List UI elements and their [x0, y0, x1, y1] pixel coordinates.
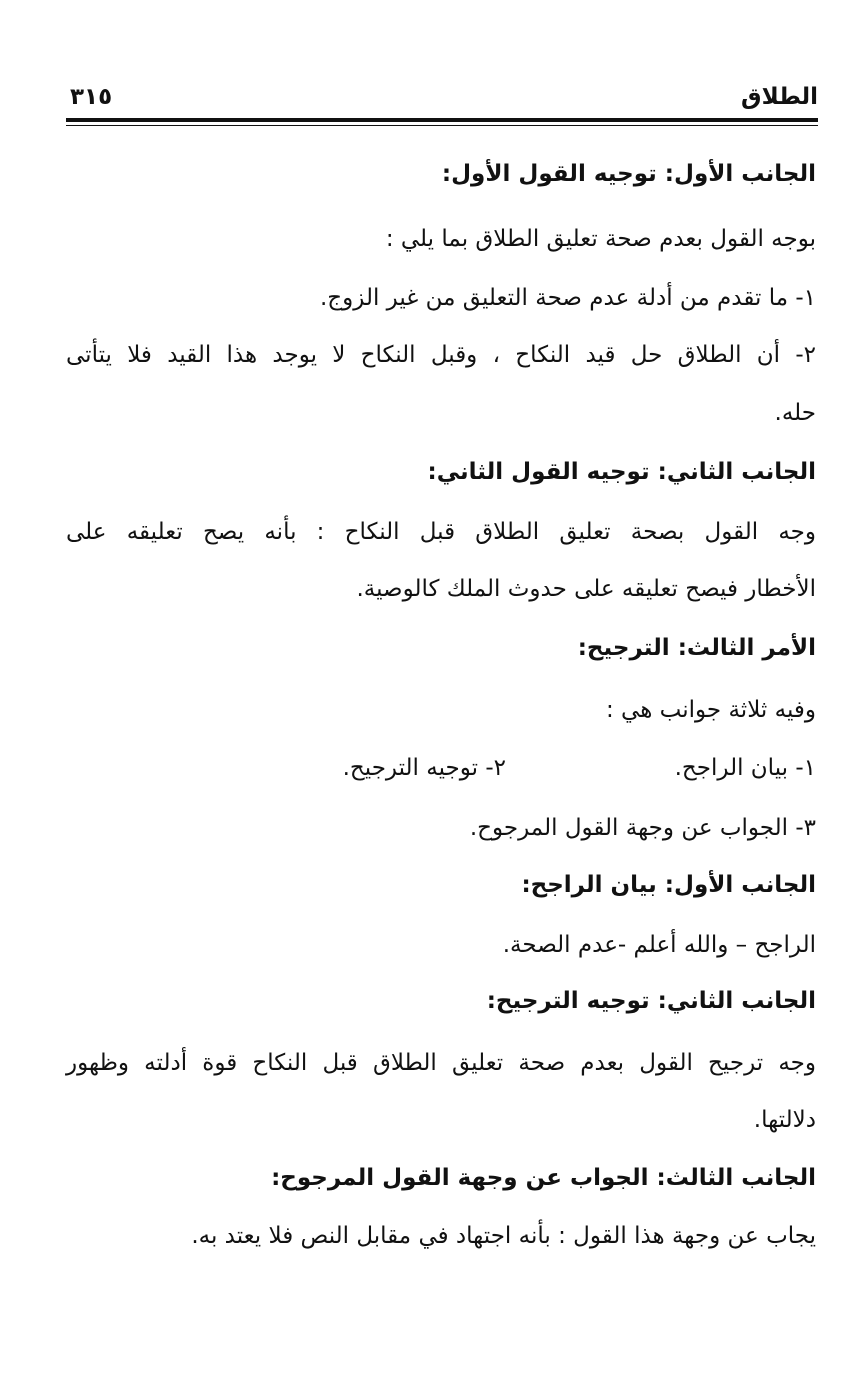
text-line: بوجه القول بعدم صحة تعليق الطلاق بما يلي :	[385, 226, 816, 252]
header-rule-thin	[66, 125, 818, 126]
text-line: الراجح – والله أعلم -عدم الصحة.	[502, 932, 816, 958]
running-title: الطلاق	[741, 84, 818, 110]
two-column-list	[66, 752, 816, 784]
text-line: يجاب عن وجهة هذا القول : بأنه اجتهاد في مقابل النص فلا يعتد به.	[191, 1223, 816, 1249]
text-line: وجه القول بصحة تعليق الطلاق قبل النكاح : بأنه يصح تعليقه على	[66, 519, 816, 545]
text-line: دلالتها.	[753, 1107, 816, 1133]
page-header	[66, 84, 818, 118]
header-rule-thick	[66, 118, 818, 122]
section-heading: الجانب الثاني: توجيه الترجيح:	[486, 988, 816, 1014]
section-heading: الأمر الثالث: الترجيح:	[577, 635, 816, 661]
text-line: حله.	[774, 400, 816, 426]
list-item: ٢- توجيه الترجيح.	[342, 755, 506, 781]
text-line: وفيه ثلاثة جوانب هي :	[606, 697, 816, 723]
text-line: الأخطار فيصح تعليقه على حدوث الملك كالوصية.	[356, 576, 816, 602]
page-number: ٣١٥	[70, 84, 113, 110]
section-heading: الجانب الأول: توجيه القول الأول:	[441, 161, 816, 187]
text-line: وجه ترجيح القول بعدم صحة تعليق الطلاق قبل النكاح قوة أدلته وظهور	[66, 1050, 816, 1076]
list-item: ١- بيان الراجح.	[674, 755, 816, 781]
list-item: ٣- الجواب عن وجهة القول المرجوح.	[469, 815, 816, 841]
list-item: ١- ما تقدم من أدلة عدم صحة التعليق من غير الزوج.	[320, 285, 816, 311]
section-heading: الجانب الأول: بيان الراجح:	[521, 872, 816, 898]
section-heading: الجانب الثالث: الجواب عن وجهة القول المرجوح:	[271, 1165, 816, 1191]
list-item: ٢- أن الطلاق حل قيد النكاح ، وقبل النكاح لا يوجد هذا القيد فلا يتأتى	[66, 342, 816, 368]
section-heading: الجانب الثاني: توجيه القول الثاني:	[427, 459, 816, 485]
